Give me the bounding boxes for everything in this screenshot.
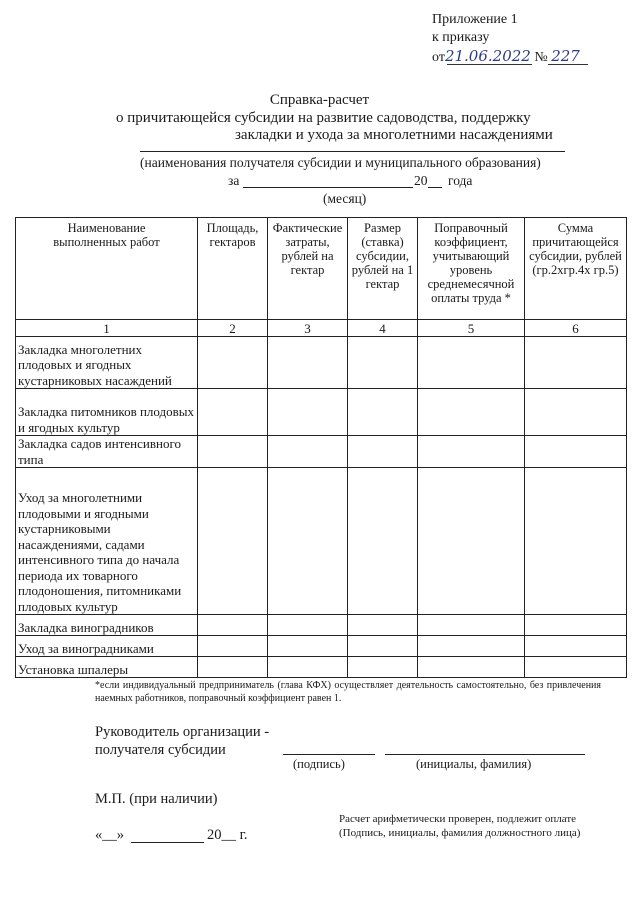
actual-costs-cell[interactable]: [268, 657, 348, 678]
area-cell[interactable]: [198, 337, 268, 389]
date-year: 20__ г.: [207, 827, 248, 843]
table-row: [16, 636, 627, 657]
actual-costs-cell[interactable]: [268, 636, 348, 657]
appendix-date-handwritten: 21.06.2022: [444, 47, 531, 65]
coefficient-cell[interactable]: [418, 337, 525, 389]
document-subtitle-line2: закладки и ухода за многолетними насаждениями: [235, 127, 553, 143]
table-row: [16, 615, 627, 636]
appendix-number-handwritten: 227: [551, 47, 580, 65]
coefficient-cell[interactable]: [418, 636, 525, 657]
appendix-from-label: от: [432, 50, 445, 65]
header-actual-costs: Фактические затраты, рублей на гектар: [268, 218, 348, 320]
column-number-row: [16, 320, 627, 337]
subsidy-sum-cell[interactable]: [525, 337, 627, 389]
header-area: Площадь, гектаров: [198, 218, 268, 320]
coefficient-cell[interactable]: [418, 468, 525, 615]
head-label-line2: получателя субсидии: [95, 742, 226, 758]
subsidy-sum-cell[interactable]: [525, 615, 627, 636]
rate-cell[interactable]: [348, 615, 418, 636]
table-row: [16, 657, 627, 678]
date-underline: [447, 64, 532, 65]
coefficient-cell[interactable]: [418, 436, 525, 468]
rate-cell[interactable]: [348, 389, 418, 436]
coefficient-cell[interactable]: [418, 389, 525, 436]
rate-cell[interactable]: [348, 337, 418, 389]
header-rate: Размер (ставка) субсидии, рублей на 1 гектар: [348, 218, 418, 320]
footnote: *если индивидуальный предприниматель (глава КФХ) осуществляет деятельность самостоятельно, без привлечения наемных работников, поправочный коэффициент равен 1.: [95, 680, 601, 704]
area-cell[interactable]: [198, 636, 268, 657]
column-number: 5: [418, 320, 525, 337]
stamp-label: М.П. (при наличии): [95, 791, 218, 807]
verified-line1: Расчет арифметически проверен, подлежит оплате: [339, 813, 577, 825]
initials-caption: (инициалы, фамилия): [416, 757, 532, 771]
subsidy-sum-cell[interactable]: [525, 468, 627, 615]
actual-costs-cell[interactable]: [268, 468, 348, 615]
actual-costs-cell[interactable]: [268, 337, 348, 389]
period-month-line: [243, 187, 413, 188]
area-cell[interactable]: [198, 468, 268, 615]
appendix-order: к приказу: [432, 30, 490, 45]
column-number: 3: [268, 320, 348, 337]
header-subsidy-sum: Сумма причитающейся субсидии, рублей (гр.2хгр.4х гр.5): [525, 218, 627, 320]
rate-cell[interactable]: [348, 436, 418, 468]
period-month-caption: (месяц): [323, 191, 367, 206]
header-coefficient: Поправочный коэффициент, учитывающий уровень среднемесячной оплаты труда *: [418, 218, 525, 320]
work-name-cell: Уход за многолетними плодовыми и ягодными кустарниковыми насаждениями, садами интенсивного типа до начала периода их товарного плодоношения, питомниками плодовых культур: [16, 468, 198, 615]
period-for-label: за: [228, 173, 240, 188]
appendix-title: Приложение 1: [432, 12, 518, 27]
column-number: 1: [16, 320, 198, 337]
rate-cell[interactable]: [348, 468, 418, 615]
subsidy-sum-cell[interactable]: [525, 389, 627, 436]
area-cell[interactable]: [198, 436, 268, 468]
sign-caption: (подпись): [293, 757, 345, 771]
work-name-cell: Установка шпалеры: [16, 657, 198, 678]
recipient-line: [140, 151, 565, 152]
subsidy-sum-cell[interactable]: [525, 657, 627, 678]
work-name-cell: Закладка садов интенсивного типа: [16, 436, 198, 468]
subsidy-sum-cell[interactable]: [525, 436, 627, 468]
period-year-line: [428, 187, 442, 188]
recipient-caption: (наименования получателя субсидии и муниципального образования): [140, 155, 541, 170]
table-row: [16, 436, 627, 468]
period-year-prefix: 20: [414, 173, 428, 188]
column-number: 4: [348, 320, 418, 337]
subsidy-sum-cell[interactable]: [525, 636, 627, 657]
date-open: «__»: [95, 827, 124, 843]
signature-line[interactable]: [283, 754, 375, 755]
work-name-cell: Закладка питомников плодовых и ягодных культур: [16, 389, 198, 436]
area-cell[interactable]: [198, 657, 268, 678]
number-underline: [548, 64, 588, 65]
initials-line[interactable]: [385, 754, 585, 755]
head-label-line1: Руководитель организации -: [95, 724, 270, 740]
document-subtitle-line1: о причитающейся субсидии на развитие садоводства, поддержку: [116, 110, 531, 126]
area-cell[interactable]: [198, 389, 268, 436]
area-cell[interactable]: [198, 615, 268, 636]
date-month-line[interactable]: [131, 842, 204, 843]
subsidy-calculation-table: [15, 217, 627, 678]
header-work-name: Наименование выполненных работ: [16, 218, 198, 320]
actual-costs-cell[interactable]: [268, 389, 348, 436]
actual-costs-cell[interactable]: [268, 436, 348, 468]
table-header-row: [16, 218, 627, 320]
table-row: [16, 389, 627, 436]
table-row: [16, 468, 627, 615]
rate-cell[interactable]: [348, 636, 418, 657]
document-title: Справка-расчет: [269, 92, 370, 108]
period-year-label: года: [448, 173, 473, 188]
work-name-cell: Закладка многолетних плодовых и ягодных кустарниковых насаждений: [16, 337, 198, 389]
verified-line2: (Подпись, инициалы, фамилия должностного лица): [339, 827, 581, 839]
actual-costs-cell[interactable]: [268, 615, 348, 636]
column-number: 6: [525, 320, 627, 337]
appendix-number-sign: №: [534, 50, 548, 65]
coefficient-cell[interactable]: [418, 615, 525, 636]
rate-cell[interactable]: [348, 657, 418, 678]
work-name-cell: Закладка виноградников: [16, 615, 198, 636]
work-name-cell: Уход за виноградниками: [16, 636, 198, 657]
table-row: [16, 337, 627, 389]
coefficient-cell[interactable]: [418, 657, 525, 678]
column-number: 2: [198, 320, 268, 337]
